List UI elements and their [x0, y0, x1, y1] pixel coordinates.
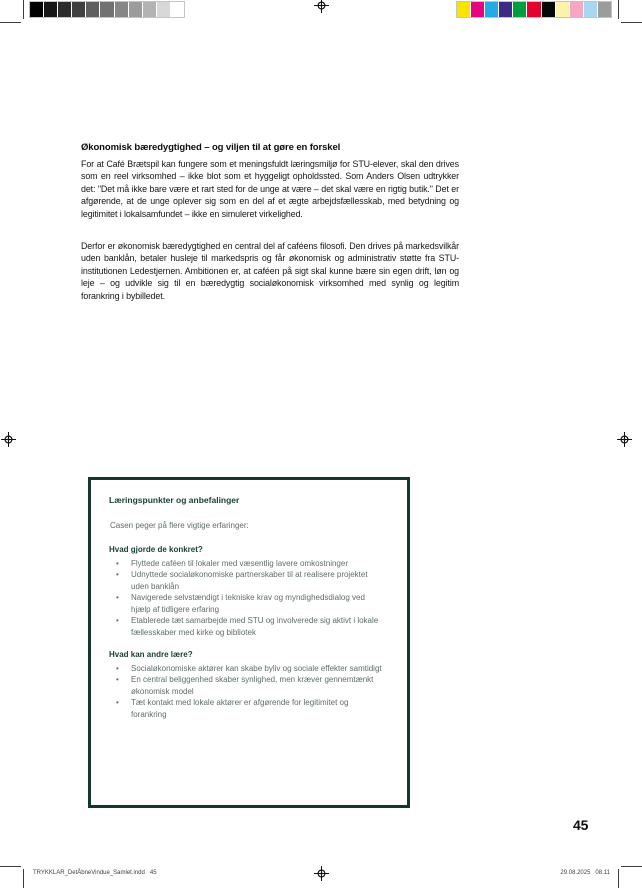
bullet-item: • Etablerede tæt samarbejde med STU og involverede sig aktivt i lokale fællesskaber med kirke og bibliotek [109, 615, 383, 638]
calibration-swatch [30, 2, 43, 17]
calibration-swatch [58, 2, 71, 17]
calibration-swatch [100, 2, 113, 17]
registration-mark-icon [617, 432, 632, 447]
registration-mark-icon [314, 866, 329, 881]
calibration-swatch [115, 2, 128, 17]
calibration-swatch [44, 2, 57, 17]
calibration-swatch [129, 2, 142, 17]
bullet-item: • Udnyttede socialøkonomiske partnerskaber til at realisere projektet uden banklån [109, 569, 383, 592]
calibration-swatch [171, 2, 184, 17]
bullet-item: • En central beliggenhed skaber synlighed, men kræver gennemtænkt økonomisk model [109, 674, 383, 697]
calibration-swatch [499, 2, 512, 17]
page-number: 45 [573, 817, 589, 833]
bullet-list [109, 663, 383, 721]
bullet-item: • Tæt kontakt med lokale aktører er afgørende for legitimitet og forankring [109, 697, 383, 720]
bullet-item: • Navigerede selvstændigt i tekniske krav og myndighedsdialog ved hjælp af tidligere erfaring [109, 592, 383, 615]
calibration-swatch [542, 2, 555, 17]
article-paragraph: Derfor er økonomisk bæredygtighed en central del af caféens filosofi. Den drives på markedsvilkår uden banklån, betaler husleje til markedspris og får økonomisk og administrativ støtte fra STU-institutionen Ledestjernen. Ambitionen er, at caféen på sigt skal kunne bære sin egen drift, løn og leje – og udvikle sig til en bæredygtig socialøkonomisk virksomhed med synlig og legitim forankring i bybilledet. [81, 241, 459, 301]
calibration-swatch [485, 2, 498, 17]
bullet-item: • Flyttede caféen til lokaler med væsentlig lavere omkostninger [109, 558, 383, 570]
calibration-swatch [86, 2, 99, 17]
color-calibration-bar [456, 1, 612, 18]
crop-mark [618, 0, 619, 19]
bullet-item: • Socialøkonomiske aktører kan skabe byliv og sociale effekter samtidigt [109, 663, 383, 675]
crop-mark [23, 0, 24, 19]
registration-mark-icon [314, 0, 329, 13]
learning-points-box [88, 477, 410, 808]
crop-mark [621, 22, 642, 23]
calibration-swatch [570, 2, 583, 17]
calibration-swatch [457, 2, 470, 17]
calibration-swatch [471, 2, 484, 17]
bullet-list [109, 558, 383, 639]
crop-mark [0, 22, 21, 23]
box-section-heading: Hvad gjorde de konkret? [109, 545, 203, 554]
grayscale-calibration-bar [29, 1, 185, 18]
calibration-swatch [143, 2, 156, 17]
box-section-heading: Hvad kan andre lære? [109, 650, 193, 659]
calibration-swatch [598, 2, 611, 17]
calibration-swatch [527, 2, 540, 17]
registration-mark-icon [1, 432, 16, 447]
calibration-swatch [584, 2, 597, 17]
calibration-swatch [157, 2, 170, 17]
box-title: Læringspunkter og anbefalinger [109, 495, 240, 505]
footer-filename: TRYKKLAR_DetÅbneVindue_Samlet.indd 45 [33, 870, 157, 876]
calibration-swatch [513, 2, 526, 17]
calibration-swatch [72, 2, 85, 17]
footer-datetime: 29.08.2025 08.11 [560, 870, 610, 876]
article [81, 142, 459, 302]
article-paragraph: For at Café Brætspil kan fungere som et meningsfuldt læringsmiljø for STU-elever, skal den drives som en reel virksomhed – ikke blot som et hyggeligt opholdssted. Som Anders Olsen udtrykker det: "Det må ikke bare være et rart sted for de unge at være – det skal være en rigtig butik." Det er afgørende, at de unge oplever sig som en del af et ægte arbejdsfællesskab, med betydning og legitimitet i lokalsamfundet – ikke en simuleret virkelighed. [81, 159, 459, 219]
crop-mark [621, 866, 642, 867]
article-heading: Økonomisk bæredygtighed – og viljen til at gøre en forskel [81, 142, 341, 153]
crop-mark [23, 869, 24, 888]
crop-mark [0, 866, 21, 867]
crop-mark [618, 869, 619, 888]
calibration-swatch [556, 2, 569, 17]
box-intro: Casen peger på flere vigtige erfaringer: [110, 521, 249, 530]
